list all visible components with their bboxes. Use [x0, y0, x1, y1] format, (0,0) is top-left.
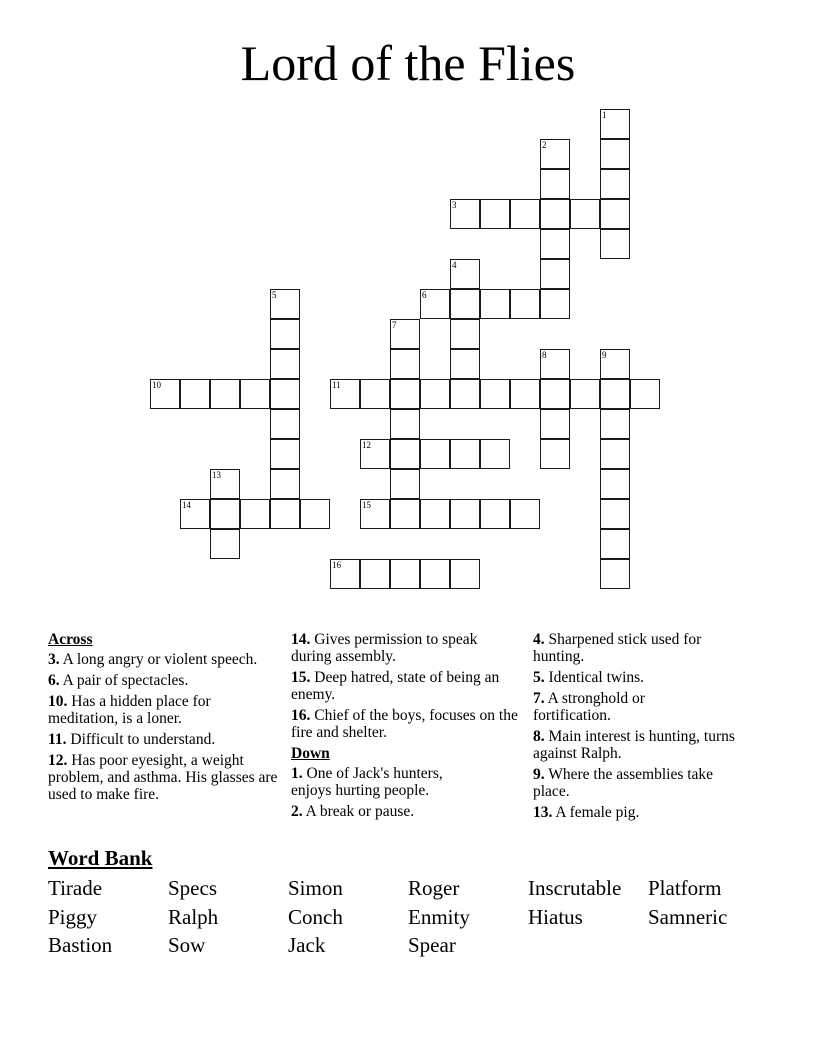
clue-across-3: 3. A long angry or violent speech.: [48, 651, 258, 668]
clue-across-14: 14. Gives permission to speak during assembly.: [291, 631, 478, 665]
word-bank-word: Piggy: [48, 904, 98, 929]
grid-cell[interactable]: [240, 499, 270, 529]
across-heading: Across: [48, 631, 93, 648]
grid-cell[interactable]: [450, 349, 480, 379]
cell-number: 13: [212, 470, 221, 480]
grid-cell[interactable]: [510, 499, 540, 529]
grid-cell[interactable]: [240, 379, 270, 409]
grid-cell[interactable]: [540, 379, 570, 409]
grid-cell[interactable]: [540, 199, 570, 229]
grid-cell[interactable]: [420, 289, 450, 319]
grid-cell[interactable]: [330, 559, 360, 589]
word-bank-word: Jack: [288, 933, 326, 957]
grid-cell[interactable]: [270, 409, 300, 439]
grid-cell[interactable]: [480, 199, 510, 229]
word-bank-word: Spear: [408, 933, 456, 957]
grid-cell[interactable]: [450, 439, 480, 469]
clue-across-10: 10. Has a hidden place for meditation, is a loner.: [48, 693, 211, 727]
grid-cell[interactable]: [420, 439, 450, 469]
grid-cell[interactable]: [600, 409, 630, 439]
grid-cell[interactable]: [570, 199, 600, 229]
grid-cell[interactable]: [210, 499, 240, 529]
word-bank-word: Bastion: [48, 933, 113, 957]
grid-cell[interactable]: [600, 469, 630, 499]
word-bank-word: Tirade: [48, 876, 103, 900]
clues-column-2: [291, 631, 521, 824]
cell-number: 8: [542, 350, 547, 360]
cell-number: 3: [452, 200, 457, 210]
cell-number: 11: [332, 380, 341, 390]
grid-cell[interactable]: [390, 409, 420, 439]
clue-down-1: 1. One of Jack's hunters, enjoys hurting people.: [291, 765, 443, 799]
clues-column-3: [533, 631, 753, 825]
grid-cell[interactable]: [570, 379, 600, 409]
grid-cell[interactable]: [180, 379, 210, 409]
grid-cell[interactable]: [450, 379, 480, 409]
cell-number: 9: [602, 350, 607, 360]
grid-cell[interactable]: [270, 439, 300, 469]
grid-cell[interactable]: [270, 349, 300, 379]
word-bank-word: Sow: [168, 933, 206, 957]
grid-cell[interactable]: [360, 439, 390, 469]
grid-cell[interactable]: [600, 139, 630, 169]
grid-cell[interactable]: [450, 259, 480, 289]
grid-cell[interactable]: [420, 379, 450, 409]
cell-number: 5: [272, 290, 277, 300]
word-bank-row: [48, 903, 768, 932]
clue-down-7: 7. A stronghold or fortification.: [533, 690, 645, 724]
grid-cell[interactable]: [300, 499, 330, 529]
cell-number: 12: [362, 440, 371, 450]
word-bank-word: Enmity: [408, 904, 470, 929]
grid-cell[interactable]: [540, 229, 570, 259]
grid-cell[interactable]: [210, 529, 240, 559]
word-bank-word: Simon: [288, 876, 343, 900]
grid-cell[interactable]: [540, 409, 570, 439]
word-bank-word: Hiatus: [528, 904, 583, 929]
grid-cell[interactable]: [540, 439, 570, 469]
cell-number: 1: [602, 110, 607, 120]
cell-number: 6: [422, 290, 427, 300]
grid-cell[interactable]: [510, 379, 540, 409]
grid-cell[interactable]: [270, 319, 300, 349]
grid-cell[interactable]: [390, 469, 420, 499]
word-bank: [48, 874, 768, 960]
cell-number: 10: [152, 380, 161, 390]
grid-cell[interactable]: [600, 199, 630, 229]
grid-cell[interactable]: [150, 379, 180, 409]
clue-across-12: 12. Has poor eyesight, a weight problem, and asthma. His glasses are used to make fire.: [48, 752, 278, 803]
puzzle-title: Lord of the Flies: [240, 35, 576, 91]
crossword-grid: [151, 110, 666, 595]
grid-cell[interactable]: [180, 499, 210, 529]
clue-down-13: 13. A female pig.: [533, 804, 640, 821]
grid-cell[interactable]: [450, 559, 480, 589]
clue-across-6: 6. A pair of spectacles.: [48, 672, 189, 689]
word-bank-word: Samneric: [648, 904, 728, 929]
word-bank-row: [48, 874, 768, 903]
word-bank-word: Inscrutable: [528, 876, 622, 900]
word-bank-word: Ralph: [168, 904, 219, 929]
grid-cell[interactable]: [390, 319, 420, 349]
clue-down-9: 9. Where the assemblies take place.: [533, 766, 714, 800]
grid-cell[interactable]: [450, 499, 480, 529]
grid-cell[interactable]: [480, 439, 510, 469]
grid-cell[interactable]: [390, 439, 420, 469]
word-bank-word: Roger: [408, 876, 460, 900]
grid-cell[interactable]: [600, 229, 630, 259]
grid-cell[interactable]: [600, 439, 630, 469]
grid-cell[interactable]: [420, 559, 450, 589]
grid-cell[interactable]: [600, 499, 630, 529]
cell-number: 16: [332, 560, 341, 570]
grid-cell[interactable]: [450, 289, 480, 319]
grid-cell[interactable]: [390, 559, 420, 589]
clue-down-5: 5. Identical twins.: [533, 669, 645, 686]
grid-cell[interactable]: [390, 499, 420, 529]
grid-cell[interactable]: [360, 379, 390, 409]
word-bank-row: [48, 931, 768, 960]
grid-cell[interactable]: [270, 469, 300, 499]
word-bank-word: Conch: [288, 904, 343, 929]
down-heading: Down: [291, 745, 330, 762]
clue-across-16: 16. Chief of the boys, focuses on the fire and shelter.: [291, 707, 518, 741]
grid-cell[interactable]: [540, 139, 570, 169]
grid-cell[interactable]: [480, 289, 510, 319]
clue-across-11: 11. Difficult to understand.: [48, 731, 216, 748]
grid-cell[interactable]: [540, 289, 570, 319]
grid-cell[interactable]: [360, 559, 390, 589]
grid-cell[interactable]: [330, 379, 360, 409]
grid-cell[interactable]: [480, 499, 510, 529]
grid-cell[interactable]: [600, 169, 630, 199]
grid-cell[interactable]: [540, 169, 570, 199]
grid-cell[interactable]: [450, 319, 480, 349]
cell-number: 7: [392, 320, 397, 330]
cell-number: 15: [362, 500, 371, 510]
grid-cell[interactable]: [270, 289, 300, 319]
grid-cell[interactable]: [600, 379, 630, 409]
word-bank-word: Platform: [648, 876, 722, 900]
clue-down-8: 8. Main interest is hunting, turns against Ralph.: [533, 728, 735, 762]
grid-cell[interactable]: [390, 379, 420, 409]
cell-number: 2: [542, 140, 547, 150]
grid-cell[interactable]: [270, 499, 300, 529]
grid-cell[interactable]: [510, 289, 540, 319]
cell-number: 14: [182, 500, 191, 510]
grid-cell[interactable]: [600, 529, 630, 559]
grid-cell[interactable]: [210, 379, 240, 409]
grid-cell[interactable]: [600, 349, 630, 379]
grid-cell[interactable]: [390, 349, 420, 379]
grid-cell[interactable]: [630, 379, 660, 409]
grid-cell[interactable]: [540, 349, 570, 379]
grid-cell[interactable]: [450, 199, 480, 229]
cell-number: 4: [452, 260, 457, 270]
grid-cell[interactable]: [600, 109, 630, 139]
word-bank-title: Word Bank: [48, 846, 153, 870]
grid-cell[interactable]: [270, 379, 300, 409]
grid-cell[interactable]: [540, 259, 570, 289]
grid-cell[interactable]: [360, 499, 390, 529]
clue-down-4: 4. Sharpened stick used for hunting.: [533, 631, 702, 665]
grid-cell[interactable]: [420, 499, 450, 529]
word-bank-word: Specs: [168, 876, 217, 900]
grid-cell[interactable]: [510, 199, 540, 229]
grid-cell[interactable]: [600, 559, 630, 589]
clues-column-1: [48, 631, 288, 807]
clue-down-2: 2. A break or pause.: [291, 803, 415, 820]
clue-across-15: 15. Deep hatred, state of being an enemy.: [291, 669, 500, 703]
grid-cell[interactable]: [480, 379, 510, 409]
grid-cell[interactable]: [210, 469, 240, 499]
